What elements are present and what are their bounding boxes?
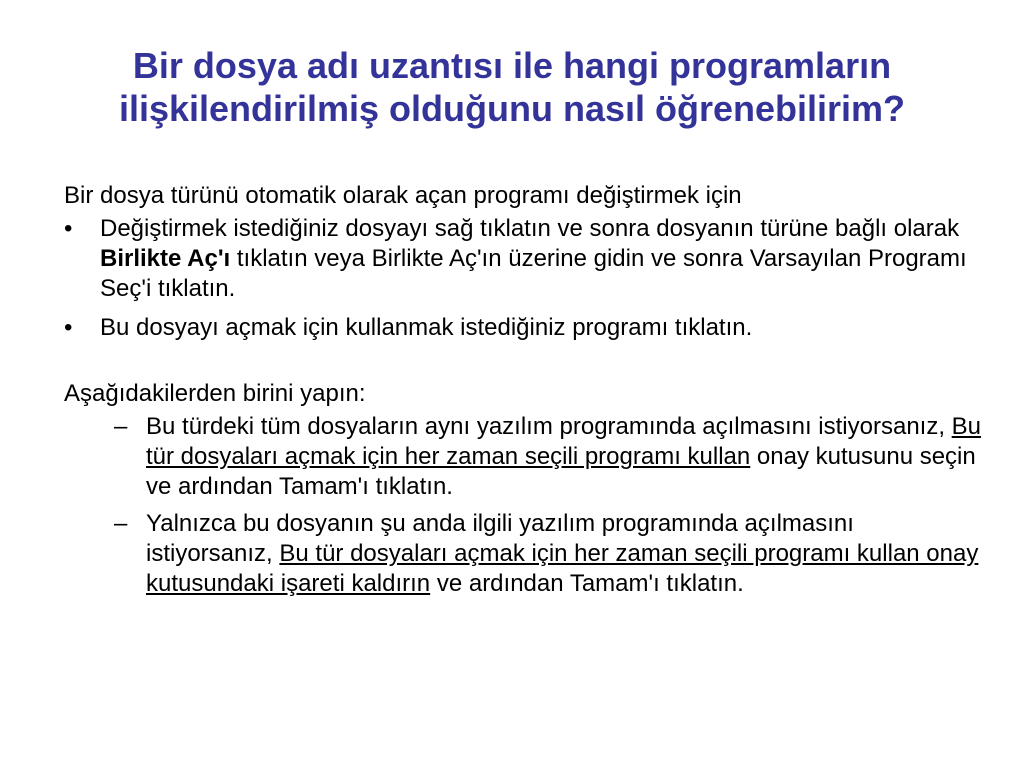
dash-text: Yalnızca bu dosyanın şu anda ilgili yazılım programında açılmasını istiyorsanız,	[146, 510, 854, 567]
bullet-text: Bu dosyayı açmak için kullanmak istediğiniz programı tıklatın.	[100, 314, 753, 341]
dash-text: Bu türdeki tüm dosyaların aynı yazılım programında açılmasını istiyorsanız,	[146, 413, 952, 440]
section-1-bullet-list	[64, 214, 984, 343]
bullet-item	[64, 313, 984, 343]
bullet-bold-text: Birlikte Aç'ı	[100, 245, 231, 272]
dash-marker: –	[114, 413, 128, 440]
checkbox-option-text: Bu tür dosyaları açmak için her zaman seçili programı kullan onay kutusundaki işareti kaldırın	[146, 540, 979, 597]
slide-title-line-1: Bir dosya adı uzantısı ile hangi programların	[132, 45, 892, 86]
section-2-heading: Aşağıdakilerden birini yapın:	[64, 380, 366, 407]
dash-text: onay kutusunu seçin ve ardından Tamam'ı tıklatın.	[146, 443, 976, 500]
checkbox-option-text: Bu tür dosyaları açmak için her zaman seçili programı kullan	[146, 413, 982, 470]
slide-title-line-2: ilişkilendirilmiş olduğunu nasıl öğrenebilirim?	[118, 88, 906, 129]
dash-marker: –	[114, 510, 128, 537]
slide-title	[30, 44, 994, 130]
bullet-marker: •	[64, 314, 73, 341]
bullet-item	[64, 214, 984, 304]
section-2-dash-list	[64, 412, 984, 599]
slide-body	[64, 181, 984, 606]
dash-item	[114, 509, 984, 599]
dash-text: ve ardından Tamam'ı tıklatın.	[430, 570, 744, 597]
dash-item	[114, 412, 984, 502]
section-1-heading: Bir dosya türünü otomatik olarak açan programı değiştirmek için	[64, 182, 742, 209]
bullet-text: Değiştirmek istediğiniz dosyayı sağ tıklatın ve sonra dosyanın türüne bağlı olarak	[100, 215, 960, 242]
bullet-marker: •	[64, 215, 73, 242]
bullet-text: tıklatın veya Birlikte Aç'ın üzerine gidin ve sonra Varsayılan Programı Seç'i tıklatın.	[100, 245, 967, 302]
